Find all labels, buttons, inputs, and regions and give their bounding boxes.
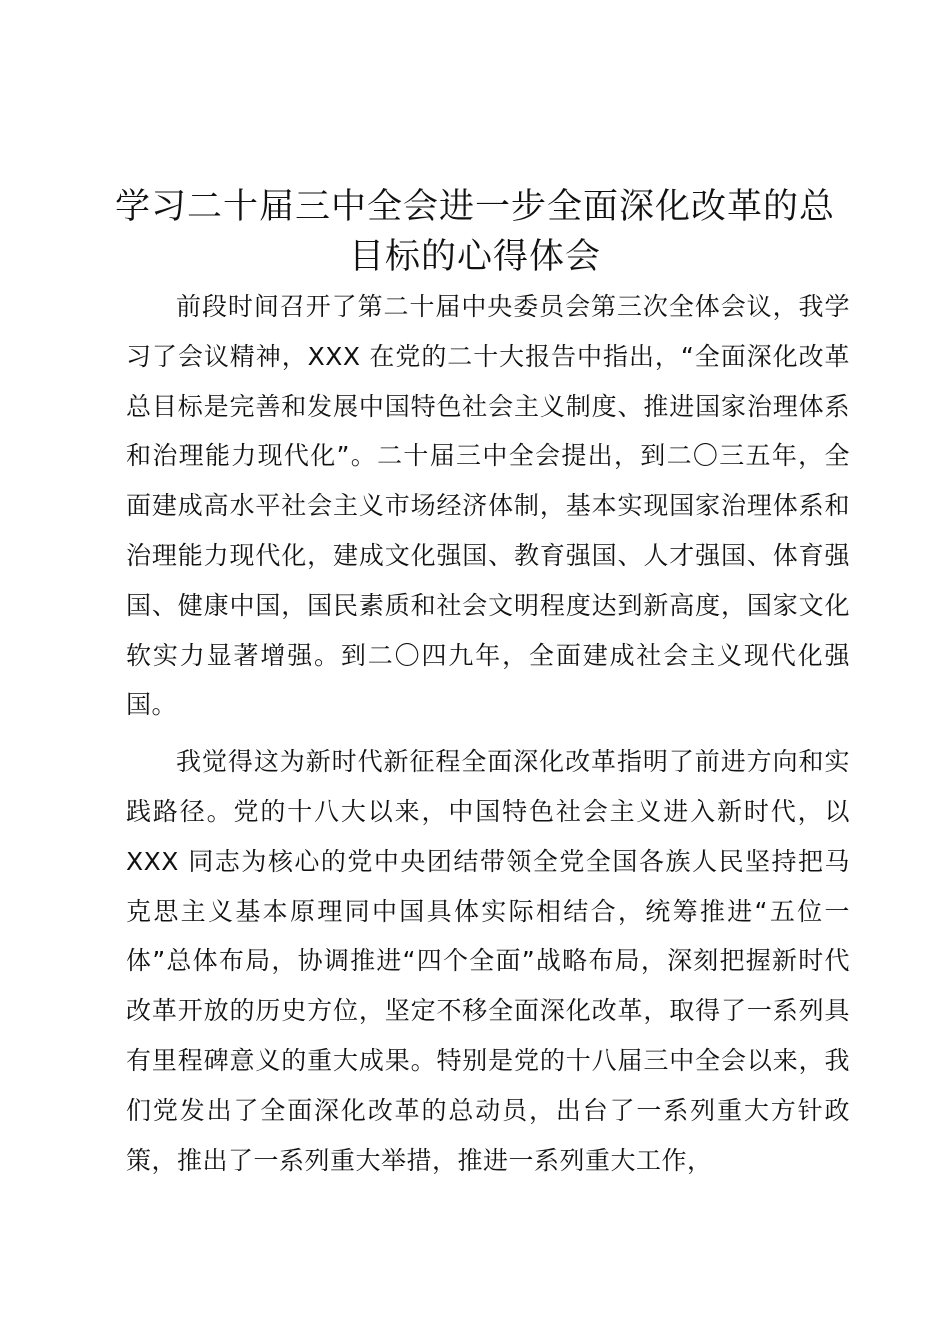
paragraph-2: 我觉得这为新时代新征程全面深化改革指明了前进方向和实践路径。党的十八大以来，中国特色社会主义进入新时代，以 XXX 同志为核心的党中央团结带领全党全国各族人民坚持把马克思主义基本原理同中国具体实际相结合，统筹推进“五位一体”总体布局，协调推进“四个全面”战略布局，深刻把握新时代改革开放的历史方位，坚定不移全面深化改革，取得了一系列具有里程碑意义的重大成果。特别是党的十八届三中全会以来，我们党发出了全面深化改革的总动员，出台了一系列重大方针政策，推出了一系列重大举措，推进一系列重大工作， (126, 747, 850, 1175)
document-body (126, 282, 850, 1185)
document-title: 学习二十届三中全会进一步全面深化改革的总目标的心得体会 (114, 187, 835, 277)
paragraph-1: 前段时间召开了第二十届中央委员会第三次全体会议，我学习了会议精神，XXX 在党的二十大报告中指出，“全面深化改革总目标是完善和发展中国特色社会主义制度、推进国家治理体系和治理能力现代化”。二十届三中全会提出，到二〇三五年，全面建成高水平社会主义市场经济体制，基本实现国家治理体系和治理能力现代化，建成文化强国、教育强国、人才强国、体育强国、健康中国，国民素质和社会文明程度达到新高度，国家文化软实力显著增强。到二〇四九年，全面建成社会主义现代化强国。 (126, 292, 850, 720)
